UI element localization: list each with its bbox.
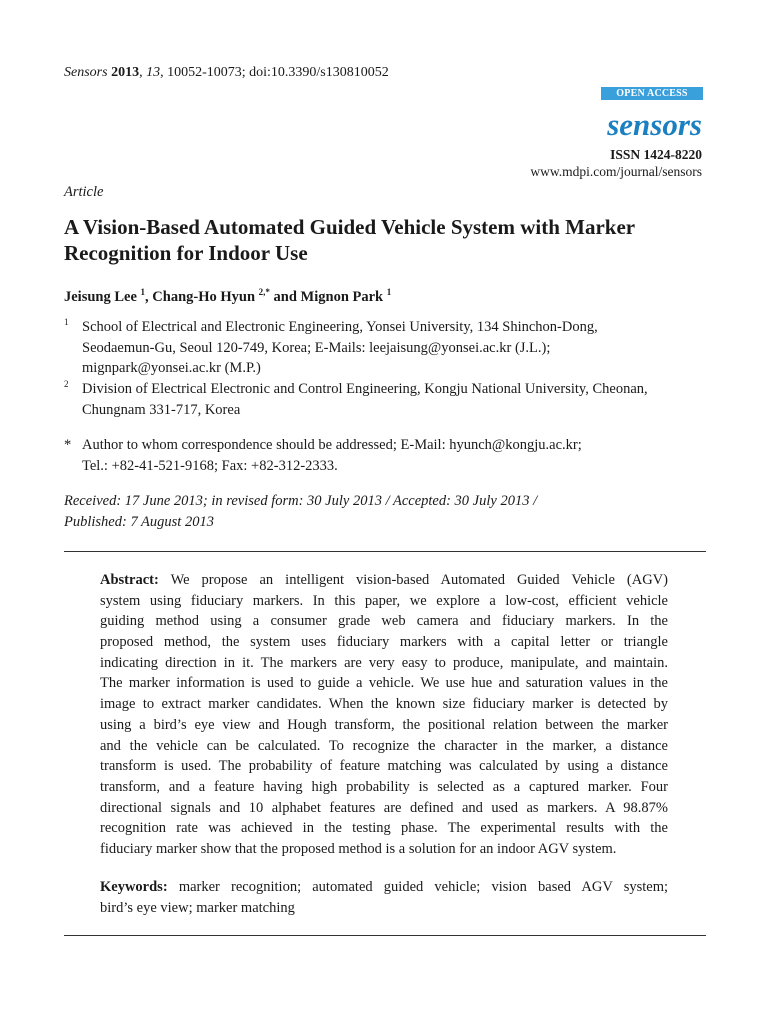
abstract-line: system using fiduciary markers. In this paper, we explore a low-cost, efficient vehicle <box>100 592 668 609</box>
abstract-line: guiding method using a consumer grade web camera and fiduciary markers. In the <box>100 613 668 630</box>
keywords <box>100 877 668 918</box>
citation-year: 2013 <box>111 65 140 80</box>
author-affiliation-ref: 2,* <box>258 287 270 297</box>
author-name: Chang-Ho Hyun <box>152 289 256 305</box>
keywords-line: bird’s eye view; marker matching <box>100 899 295 916</box>
citation-pages-doi: , 10052-10073; doi:10.3390/s130810052 <box>160 65 389 80</box>
citation-volume: 13 <box>146 65 161 80</box>
open-access-badge: OPEN ACCESS <box>601 87 703 100</box>
journal-logo: sensors <box>607 107 702 142</box>
affiliation-line: School of Electrical and Electronic Engineering, Yonsei University, 134 Shinchon-Dong, <box>82 319 598 335</box>
section-divider <box>64 551 706 552</box>
abstract-line: and the vehicle can be calculated. To recognize the character in the marker, a distance <box>100 737 668 754</box>
abstract-heading: Abstract: <box>100 572 159 588</box>
author-separator: , <box>145 289 153 305</box>
article-type: Article <box>64 184 104 200</box>
keywords-line <box>100 877 668 898</box>
affiliation-number: 1 <box>64 317 69 327</box>
section-divider <box>64 935 706 936</box>
abstract-line: transform is used. The probability of feature matching was calculated by using a distance <box>100 758 668 775</box>
publication-dates-line: Received: 17 June 2013; in revised form: 30 July 2013 / Accepted: 30 July 2013 / <box>64 493 538 509</box>
journal-url[interactable]: www.mdpi.com/journal/sensors <box>530 164 702 179</box>
publication-dates-line: Published: 7 August 2013 <box>64 514 214 530</box>
author-separator: and <box>269 289 301 305</box>
abstract-line: image to extract marker candidates. When the known size fiduciary marker is detected by <box>100 696 668 713</box>
abstract-line: The marker information is used to guide a vehicle. We use hue and saturation values in the <box>100 675 668 692</box>
correspondence-marker: * <box>64 437 72 453</box>
abstract-line: fiduciary marker show that the proposed method is a solution for an indoor AGV system. <box>100 840 617 857</box>
abstract-line: using a bird’s eye view and Hough transform, the positional relation between the marker <box>100 716 668 733</box>
author-list <box>64 283 391 306</box>
abstract-line: indicating direction in it. The markers are very easy to produce, manipulate, and maintain. <box>100 654 668 671</box>
author-name: Jeisung Lee <box>64 289 137 305</box>
abstract-line <box>100 570 668 591</box>
issn: ISSN 1424-8220 <box>610 147 702 162</box>
affiliation-line: Division of Electrical Electronic and Control Engineering, Kongju National University, Cheonan, <box>82 381 648 397</box>
correspondence-line: Tel.: +82-41-521-9168; Fax: +82-312-2333. <box>82 458 338 474</box>
journal-citation: Sensors 2013, 13, 10052-10073; doi:10.3390/s130810052 <box>64 65 389 80</box>
affiliation-line: mignpark@yonsei.ac.kr (M.P.) <box>82 360 261 376</box>
affiliation-number: 2 <box>64 379 69 389</box>
affiliation-line: Seodaemun-Gu, Seoul 120-749, Korea; E-Mails: leejaisung@yonsei.ac.kr (J.L.); <box>82 340 551 356</box>
abstract-line: recognition rate was achieved in the testing phase. The experimental results with the <box>100 820 668 837</box>
affiliation-line: Chungnam 331-717, Korea <box>82 402 241 418</box>
keywords-text: marker recognition; automated guided vehicle; vision based AGV system; <box>178 879 669 895</box>
author-affiliation-ref: 1 <box>140 287 146 297</box>
abstract-text: We propose an intelligent vision-based Automated Guided Vehicle (AGV) <box>170 572 668 588</box>
author-name: Mignon Park <box>300 289 384 305</box>
abstract-line: directional signals and 10 alphabet features are defined and used as markers. A 98.87% <box>100 799 668 816</box>
correspondence-line: Author to whom correspondence should be addressed; E-Mail: hyunch@kongju.ac.kr; <box>82 437 582 453</box>
author-affiliation-ref: 1 <box>386 287 392 297</box>
abstract-line: transform, and a feature having high probability is selected as a captured marker. Four <box>100 778 668 795</box>
citation-journal: Sensors <box>64 65 108 80</box>
keywords-heading: Keywords: <box>100 879 168 895</box>
article-title: A Vision-Based Automated Guided Vehicle System with Marker Recognition for Indoor Use <box>64 215 635 265</box>
abstract-line: proposed method, the system uses fiduciary markers with a capital letter or triangle <box>100 634 668 651</box>
abstract <box>100 570 668 860</box>
